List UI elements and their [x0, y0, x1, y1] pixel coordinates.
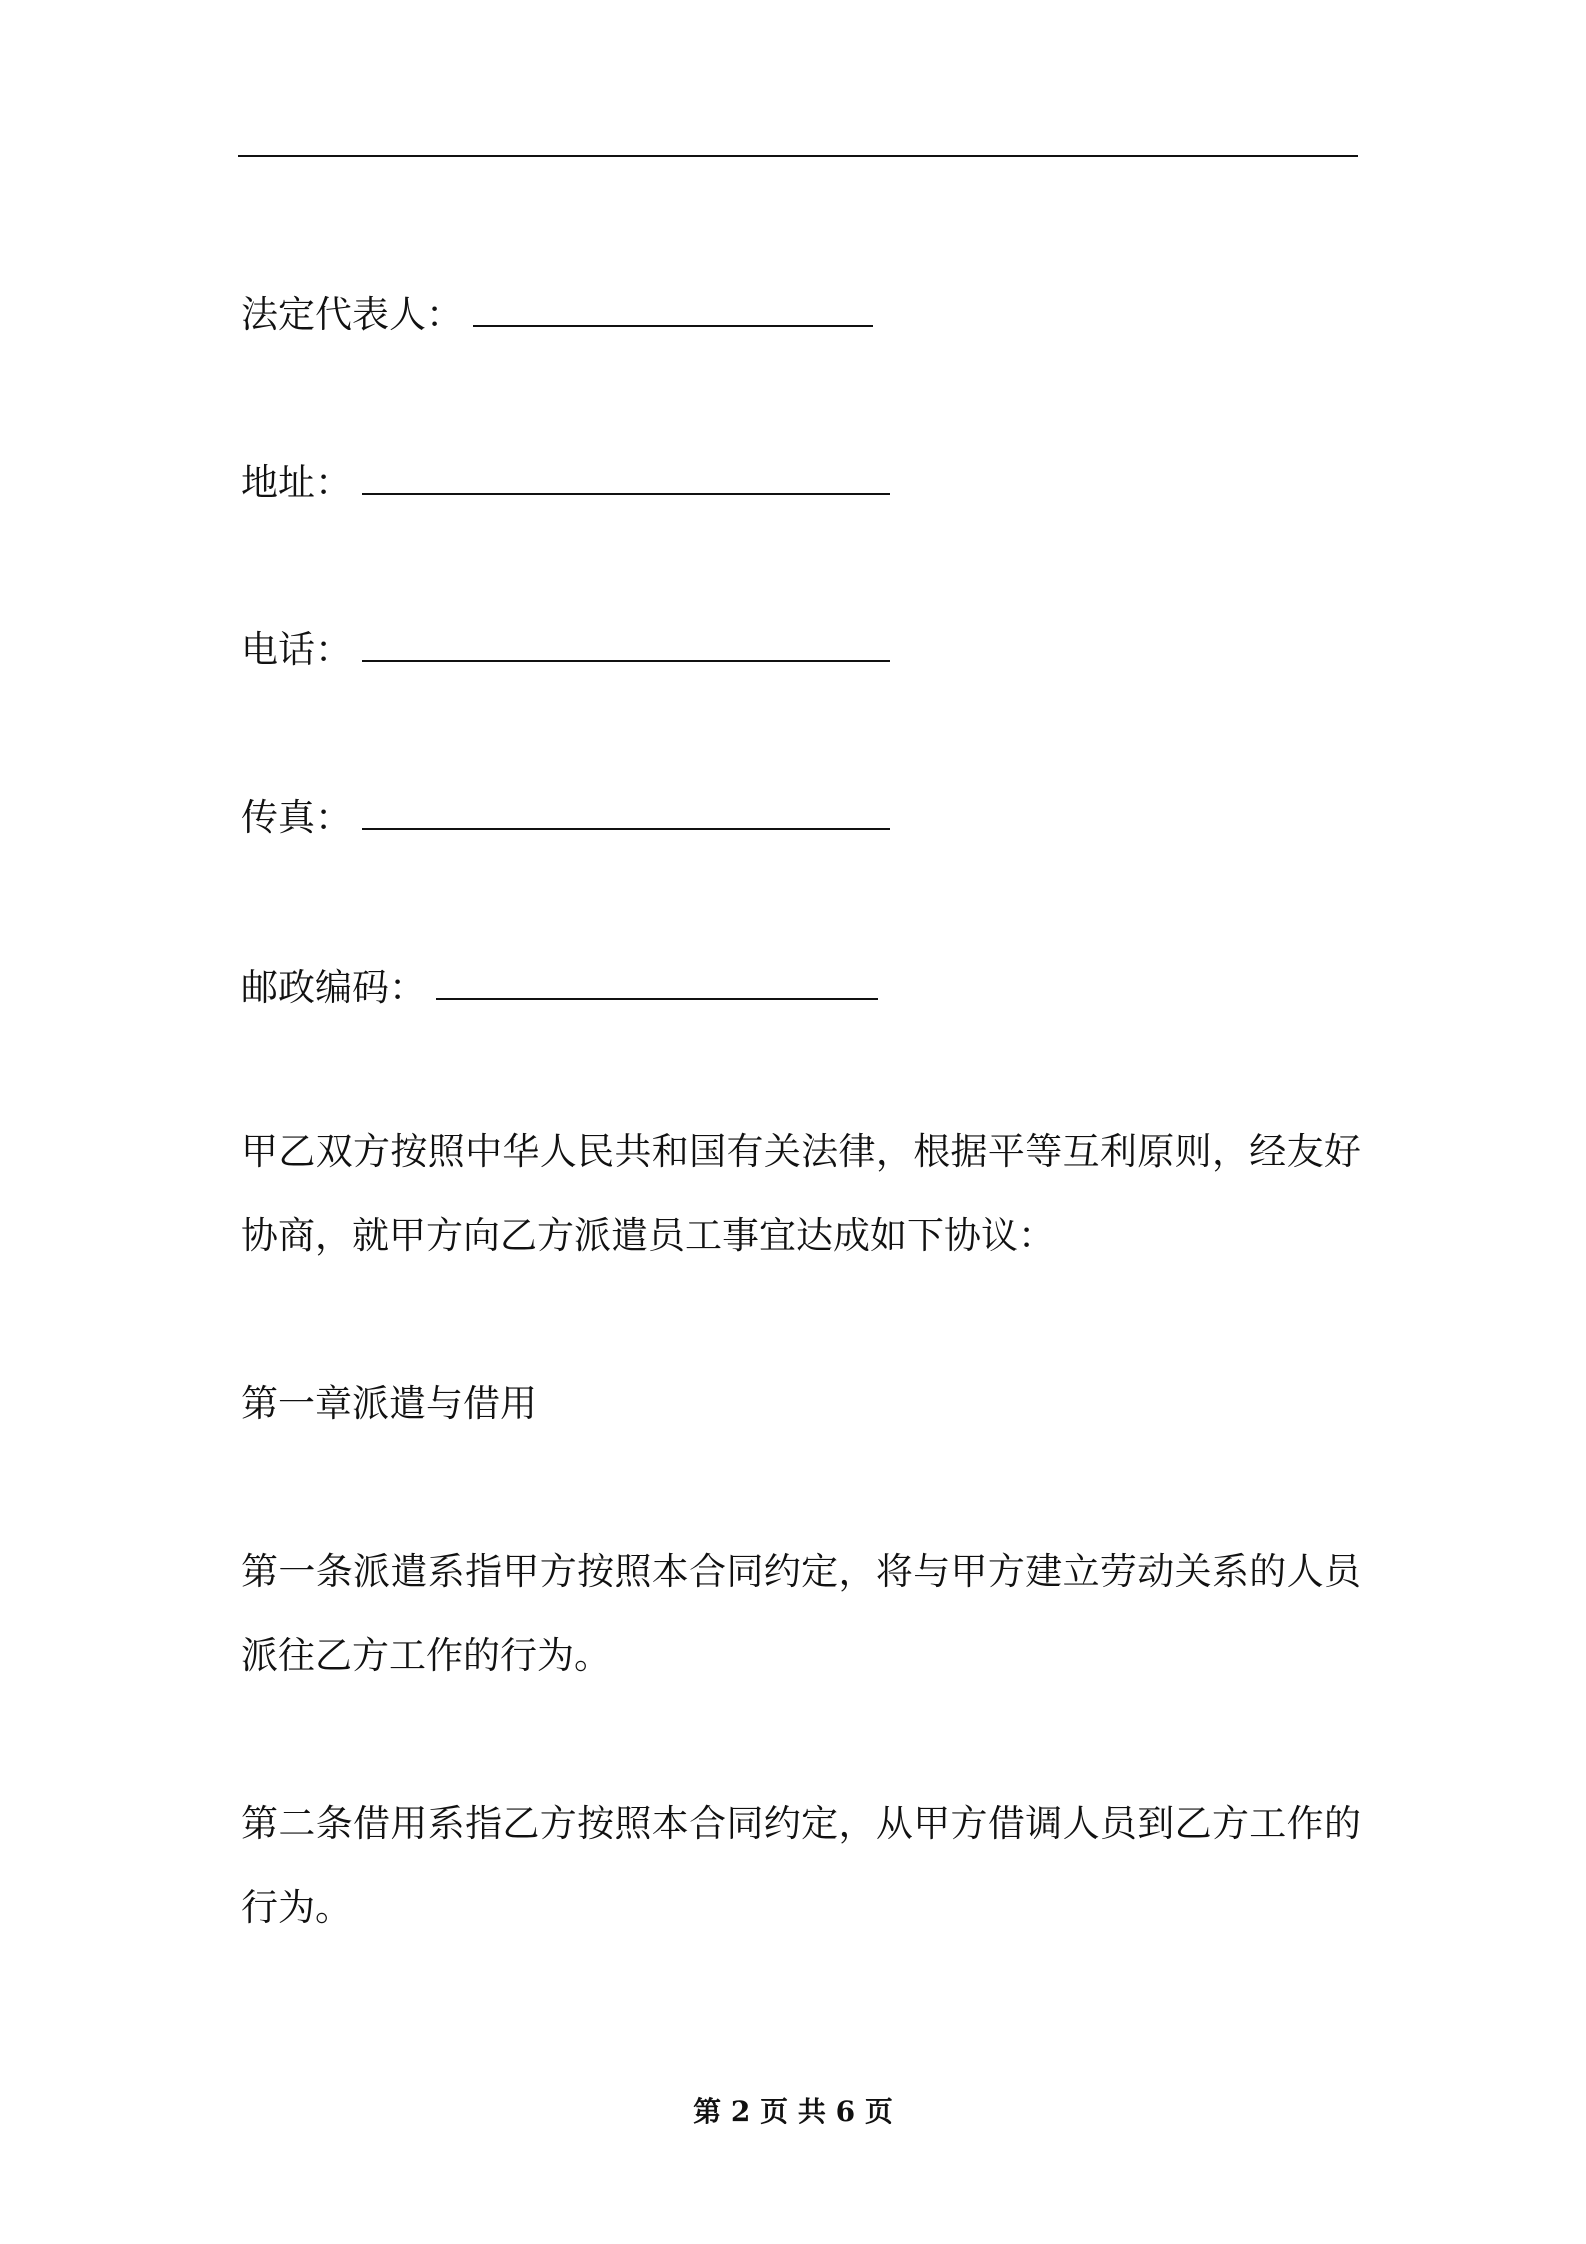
header-rule [238, 155, 1358, 157]
phone-label: 电话： [241, 628, 352, 671]
preamble-paragraph: 甲乙双方按照中华人民共和国有关法律，根据平等互利原则，经友好协商，就甲方向乙方派遣员工事宜达成如下协议： [241, 1130, 1361, 1257]
postal-code-label: 邮政编码： [241, 966, 426, 1009]
page-number: 第 2 页 共 6 页 [693, 2095, 893, 2128]
legal-representative-blank [473, 299, 873, 327]
fax-field [241, 793, 1361, 843]
chapter-title: 第一章派遣与借用 [241, 1382, 537, 1425]
fax-label: 传真： [241, 796, 352, 839]
legal-representative-label: 法定代表人： [241, 293, 463, 336]
legal-representative-field [241, 290, 1361, 340]
article-1: 第一条派遣系指甲方按照本合同约定，将与甲方建立劳动关系的人员派往乙方工作的行为。 [241, 1550, 1361, 1677]
address-label: 地址： [241, 461, 352, 504]
article-2: 第二条借用系指乙方按照本合同约定，从甲方借调人员到乙方工作的行为。 [241, 1802, 1361, 1929]
fax-blank [362, 802, 890, 830]
address-field [241, 458, 1361, 508]
postal-code-blank [436, 972, 878, 1000]
phone-blank [362, 634, 890, 662]
phone-field [241, 625, 1361, 675]
address-blank [362, 467, 890, 495]
postal-code-field [241, 963, 1361, 1013]
